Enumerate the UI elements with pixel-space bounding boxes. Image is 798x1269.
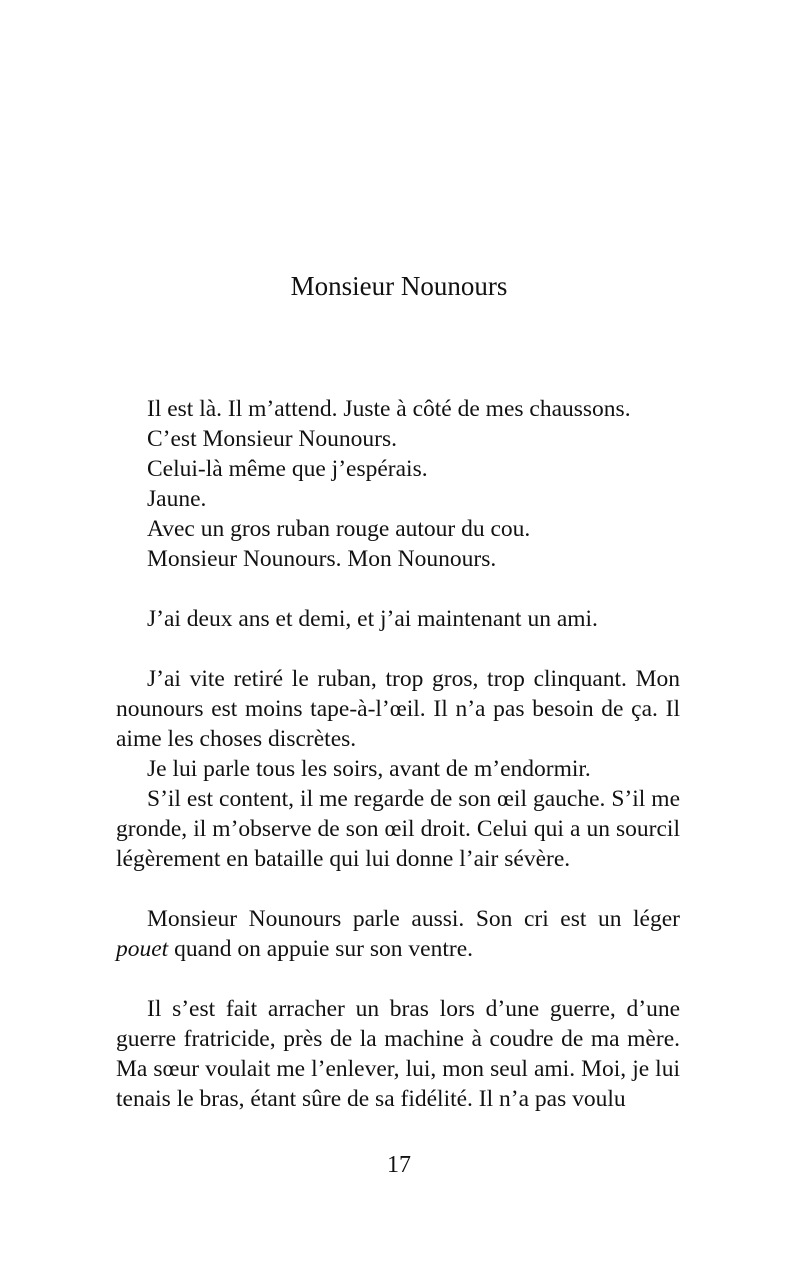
stanza-line: Monsieur Nounours. Mon Nounours.: [147, 546, 497, 572]
stanza-line: Celui-là même que j’espérais.: [147, 456, 428, 482]
paragraph-gap: [116, 634, 680, 664]
paragraph: J’ai deux ans et demi, et j’ai maintenant un ami.: [147, 606, 598, 632]
paragraph: Il s’est fait arracher un bras lors d’une guerre, d’une guerre fratricide, près de la machine à coudre de ma mère. Ma sœur voulait me l’enlever, lui, mon seul ami. Moi, je lui tenais le bras, étant sûre de sa fidélité. Il n’a pas voulu: [116, 996, 680, 1112]
stanza-line: Avec un gros ruban rouge autour du cou.: [147, 516, 531, 542]
chapter-title: Monsieur Nounours: [290, 271, 508, 301]
chapter-text: [116, 394, 680, 1114]
paragraph-gap: [116, 964, 680, 994]
stanza-line: C’est Monsieur Nounours.: [147, 426, 397, 452]
paragraph-gap: [116, 874, 680, 904]
paragraph: [116, 904, 680, 964]
italic-word: pouet: [116, 936, 169, 962]
stanza-line: Il est là. Il m’attend. Juste à côté de mes chaussons.: [147, 396, 631, 422]
paragraph-gap: [116, 574, 680, 604]
paragraph: S’il est content, il me regarde de son œil gauche. S’il me gronde, il m’observe de son œil droit. Celui qui a un sourcil légèrement en bataille qui lui donne l’air sévère.: [116, 786, 680, 872]
paragraph: Je lui parle tous les soirs, avant de m’endormir.: [147, 756, 591, 782]
page-number: 17: [387, 1152, 411, 1178]
paragraph: J’ai vite retiré le ruban, trop gros, trop clinquant. Mon nounours est moins tape-à-l’œil. Il n’a pas besoin de ça. Il aime les choses discrètes.: [116, 666, 680, 752]
paragraph-text: Monsieur Nounours parle aussi. Son cri est un léger: [147, 906, 680, 932]
paragraph-text: quand on appuie sur son ventre.: [168, 936, 473, 962]
stanza-line: Jaune.: [147, 486, 207, 512]
